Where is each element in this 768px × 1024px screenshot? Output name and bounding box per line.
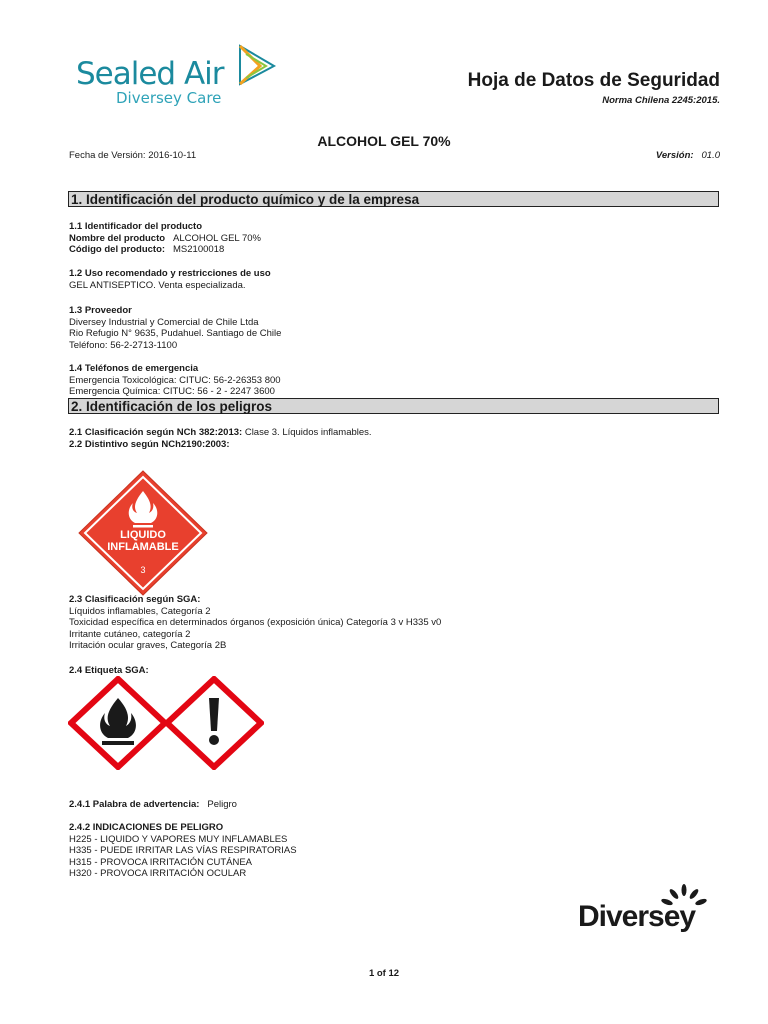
flammable-liquid-placard-icon bbox=[77, 469, 209, 597]
hazard-h320: H320 - PROVOCA IRRITACIÓN OCULAR bbox=[69, 868, 247, 879]
section-1-4 bbox=[69, 363, 281, 398]
section-1-1-title: 1.1 Identificador del producto bbox=[69, 221, 203, 232]
ghs-class-3: Irritante cutáneo, categoría 2 bbox=[69, 628, 191, 640]
section-2-4-1 bbox=[69, 799, 237, 811]
section-2-4-title: 2.4 Etiqueta SGA: bbox=[69, 665, 149, 676]
version-value: 01.0 bbox=[701, 150, 720, 161]
version bbox=[656, 150, 720, 162]
supplier-address: Rio Refugio N° 9635, Pudahuel. Santiago de Chile bbox=[69, 328, 282, 339]
section-2-1-label: 2.1 Clasificación según NCh 382:2013: bbox=[69, 427, 243, 438]
section-1-heading: 1. Identificación del producto químico y de la empresa bbox=[68, 191, 719, 207]
version-date-label: Fecha de Versión: bbox=[69, 150, 146, 161]
supplier-name: Diversey Industrial y Comercial de Chile Ltda bbox=[69, 316, 259, 328]
section-2-4-2-title: 2.4.2 INDICACIONES DE PELIGRO bbox=[69, 822, 224, 833]
hazard-h335: H335 - PUEDE IRRITAR LAS VÍAS RESPIRATORIAS bbox=[69, 845, 297, 856]
section-1-3-title: 1.3 Proveedor bbox=[69, 305, 132, 316]
section-1-3 bbox=[69, 305, 281, 351]
version-date bbox=[69, 150, 196, 162]
brand-subtitle: Diversey Care bbox=[116, 89, 222, 107]
ghs-class-1: Líquidos inflamables, Categoría 2 bbox=[69, 605, 211, 617]
product-code-label: Código del producto: bbox=[69, 244, 166, 255]
signal-word-value: Peligro bbox=[207, 799, 237, 810]
product-name-label: Nombre del producto bbox=[69, 232, 166, 244]
version-label: Versión: bbox=[655, 150, 694, 161]
placard-text-line2: INFLAMABLE bbox=[107, 541, 179, 553]
section-2-3 bbox=[69, 594, 441, 652]
section-2-3-title: 2.3 Clasificación según SGA: bbox=[69, 594, 201, 605]
page-number: 1 of 12 bbox=[368, 968, 400, 979]
brand-name: Sealed Air bbox=[76, 56, 224, 92]
sealed-air-logo bbox=[76, 56, 224, 92]
ghs-flame-pictogram-icon bbox=[68, 676, 168, 770]
section-1-2 bbox=[69, 268, 271, 291]
section-1-4-title: 1.4 Teléfonos de emergencia bbox=[69, 363, 199, 374]
version-date-value: 2016-10-11 bbox=[148, 150, 197, 161]
document-norm: Norma Chilena 2245:2015. bbox=[602, 95, 720, 106]
diversey-logo: Diversey bbox=[578, 900, 696, 933]
section-2-2-label: 2.2 Distintivo según NCh2190:2003: bbox=[69, 438, 230, 450]
ghs-class-4: Irritación ocular graves, Categoría 2B bbox=[69, 640, 227, 651]
supplier-phone: Teléfono: 56-2-2713-1100 bbox=[69, 339, 178, 351]
section-1-2-title: 1.2 Uso recomendado y restricciones de uso bbox=[69, 268, 271, 279]
section-1-1 bbox=[69, 221, 261, 256]
product-title: ALCOHOL GEL 70% bbox=[317, 133, 451, 149]
document-title: Hoja de Datos de Seguridad bbox=[467, 70, 720, 91]
product-name-value: ALCOHOL GEL 70% bbox=[173, 232, 262, 244]
section-2-1-value: Clase 3. Líquidos inflamables. bbox=[244, 427, 372, 438]
section-2-4-2 bbox=[69, 822, 297, 880]
ghs-class-2: Toxicidad específica en determinados órganos (exposición única) Categoría 3 v H335 v0 bbox=[69, 617, 442, 628]
product-code-value: MS2100018 bbox=[173, 244, 225, 255]
placard-class-number: 3 bbox=[140, 565, 146, 575]
emergency-toxicological: Emergencia Toxicológica: CITUC: 56-2-26353 800 bbox=[69, 374, 281, 386]
section-2-heading: 2. Identificación de los peligros bbox=[68, 398, 719, 414]
signal-word-label: 2.4.1 Palabra de advertencia: bbox=[69, 799, 200, 810]
hazard-h225: H225 - LIQUIDO Y VAPORES MUY INFLAMABLES bbox=[69, 833, 288, 845]
emergency-chemical: Emergencia Química: CITUC: 56 - 2 - 2247 3600 bbox=[69, 386, 275, 397]
sealed-air-swoosh-icon bbox=[236, 44, 278, 88]
hazard-h315: H315 - PROVOCA IRRITACIÓN CUTÁNEA bbox=[69, 856, 252, 868]
ghs-exclamation-pictogram-icon bbox=[164, 676, 264, 770]
placard-text-line1: LIQUIDO bbox=[120, 529, 166, 541]
section-2-1-2 bbox=[69, 427, 372, 450]
section-1-2-text: GEL ANTISEPTICO. Venta especializada. bbox=[69, 279, 246, 291]
